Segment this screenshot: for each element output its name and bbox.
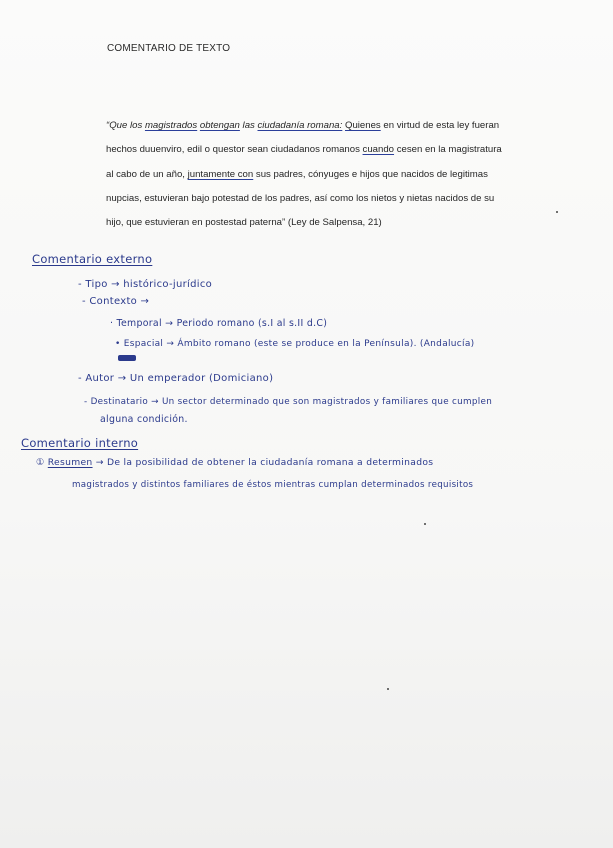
internal-heading: Comentario interno <box>21 436 139 450</box>
quote-line: nupcias, estuvieran bajo potestad de los padres, así como los nietos y nietas nacidos de su <box>106 192 495 204</box>
ink-dot <box>556 211 558 213</box>
quote-text: sus padres, cónyuges e hijos que nacidos de legitimas <box>253 168 488 180</box>
quote-line <box>106 138 552 162</box>
quote-line <box>106 114 552 138</box>
note-tipo: - Tipo → histórico-jurídico <box>78 279 213 290</box>
scribble-mark <box>118 353 138 364</box>
ink-dot <box>387 688 389 690</box>
quote-paragraph <box>106 114 552 235</box>
underlined-word: juntamente con <box>187 168 254 180</box>
note-destinatario-cont: alguna condición. <box>100 414 188 425</box>
underlined-word: magistrados <box>144 120 198 131</box>
quote-text: hechos duuenviro, edil o questor sean ciudadanos romanos <box>106 144 363 156</box>
note-espacial: • Espacial → Ámbito romano (este se produce en la Península). (Andalucía) <box>115 339 475 349</box>
quote-text: cesen en la magistratura <box>394 144 502 156</box>
quote-text: al cabo de un año, <box>106 168 188 180</box>
quote-text: las <box>239 120 258 131</box>
underlined-word: obtengan <box>199 120 240 131</box>
external-heading: Comentario externo <box>32 252 153 266</box>
note-resumen <box>36 457 433 468</box>
note-contexto: - Contexto → <box>82 296 150 307</box>
quote-line: hijo, que estuvieran en postestad paterna” (Ley de Salpensa, 21) <box>106 217 382 229</box>
quote-text: en virtud de esta ley fueran <box>380 120 500 131</box>
underlined-word: cuando <box>362 144 395 156</box>
numbered-circle-icon: ① <box>36 457 45 468</box>
ink-dot <box>424 523 426 525</box>
resumen-text: → De la posibilidad de obtener la ciudadanía romana a determinados <box>92 457 434 468</box>
note-temporal: · Temporal → Periodo romano (s.I al s.II d.C) <box>110 318 328 329</box>
quote-line <box>106 163 552 187</box>
quote-text: “Que los <box>106 120 145 131</box>
scribble-icon <box>118 355 136 361</box>
note-autor: - Autor → Un emperador (Domiciano) <box>78 373 274 384</box>
note-resumen-cont: magistrados y distintos familiares de éstos mientras cumplan determinados requisitos <box>72 480 474 490</box>
document-title: COMENTARIO DE TEXTO <box>107 43 231 54</box>
underlined-word: Quienes <box>344 120 381 131</box>
resumen-label: Resumen <box>47 457 93 468</box>
note-destinatario: - Destinatario → Un sector determinado que son magistrados y familiares que cumplen <box>84 397 493 407</box>
underlined-word: ciudadanía romana: <box>257 120 343 131</box>
